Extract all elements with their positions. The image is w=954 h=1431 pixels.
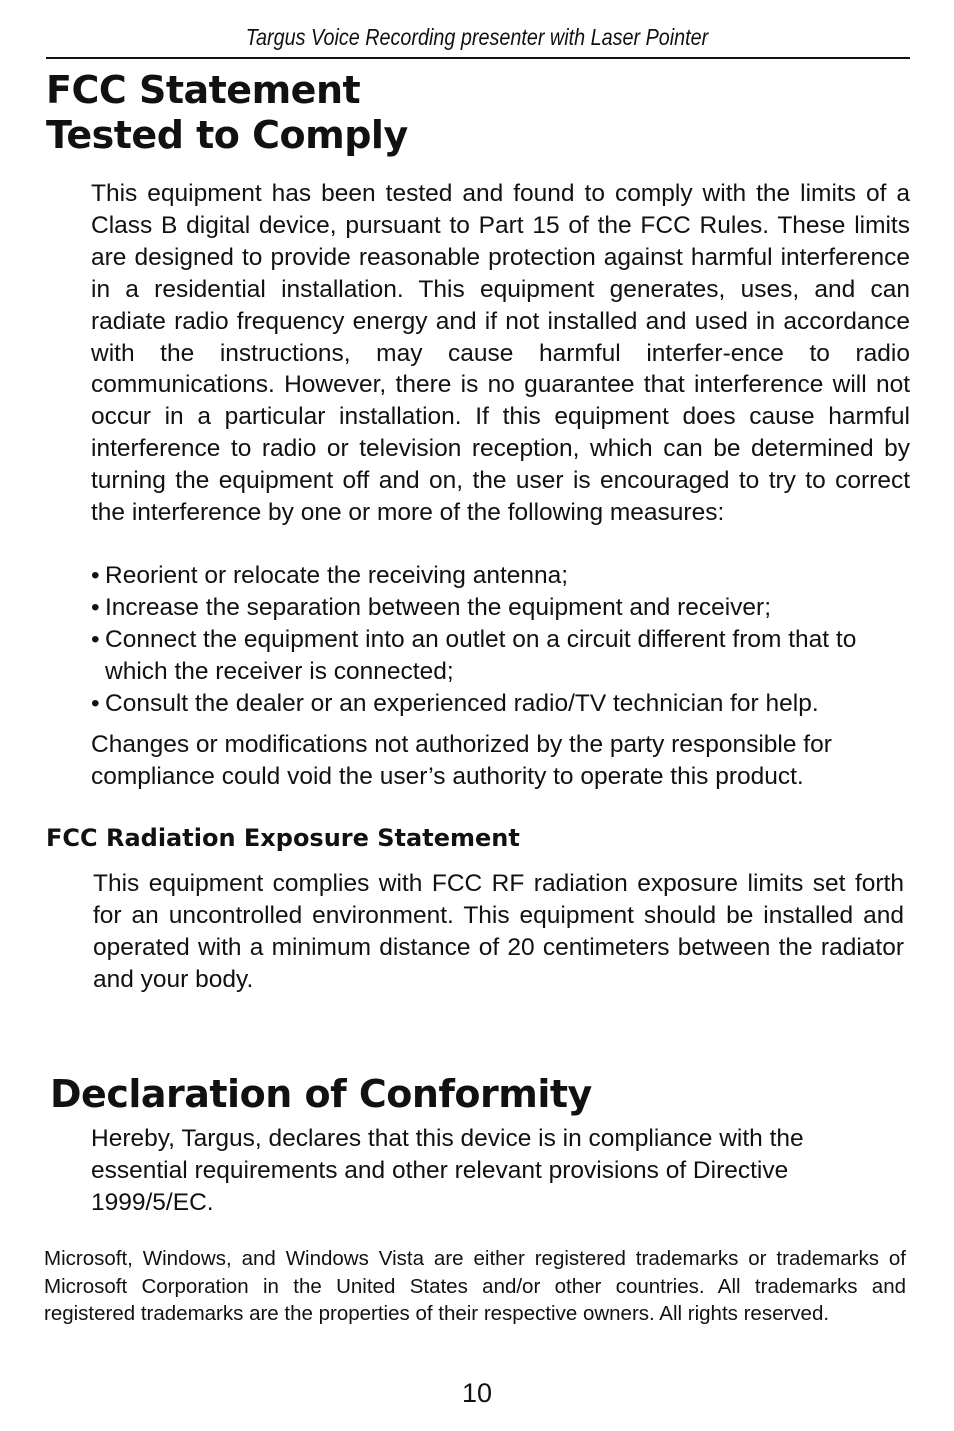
list-item: • Consult the dealer or an experienced radio/TV technician for help.	[91, 688, 921, 720]
page-number: 10	[461, 1378, 493, 1408]
declaration-title: Declaration of Conformity	[50, 1072, 592, 1116]
fcc-changes-paragraph: Changes or modifications not authorized by the party responsible for compliance could void the user’s authority to operate this product.	[91, 731, 832, 790]
list-item: • Connect the equipment into an outlet on a circuit different from that to which the receiver is connected;	[91, 624, 921, 688]
header-rule	[46, 57, 910, 59]
trademarks-notice: Microsoft, Windows, and Windows Vista are either registered trademarks or trademarks of Microsoft Corporation in the United States and/or other countries. All trademarks and registered trademarks are the properties of their respective owners. All rights reserved.	[44, 1247, 906, 1325]
fcc-measures-list	[91, 560, 921, 720]
fcc-title-line2: Tested to Comply	[46, 113, 408, 157]
list-item: • Increase the separation between the equipment and receiver;	[91, 592, 921, 624]
declaration-body-paragraph: Hereby, Targus, declares that this device is in compliance with the essential requirements and other relevant provisions of Directive 1999/5/EC.	[91, 1125, 804, 1216]
list-item: • Reorient or relocate the receiving antenna;	[91, 560, 921, 592]
running-header: Targus Voice Recording presenter with Laser Pointer	[245, 24, 709, 50]
radiation-title: FCC Radiation Exposure Statement	[46, 824, 520, 852]
radiation-body-paragraph: This equipment complies with FCC RF radiation exposure limits set forth for an uncontrolled environment. This equipment should be installed and operated with a minimum distance of 20 centimeters between the radiator and your body.	[93, 870, 904, 993]
fcc-body-paragraph: This equipment has been tested and found to comply with the limits of a Class B digital device, pursuant to Part 15 of the FCC Rules. These limits are designed to provide reasonable protection against harmful interference in a residential installation. This equipment generates, uses, and can radiate radio frequency energy and if not installed and used in accordance with the instructions, may cause harmful interfer-ence to radio communications. However, there is no guarantee that interference will not occur in a particular installation. If this equipment does cause harmful interference to radio or television reception, which can be determined by turning the equipment off and on, the user is encouraged to try to correct the interference by one or more of the following measures:	[91, 180, 910, 527]
fcc-title-line1: FCC Statement	[46, 68, 361, 112]
